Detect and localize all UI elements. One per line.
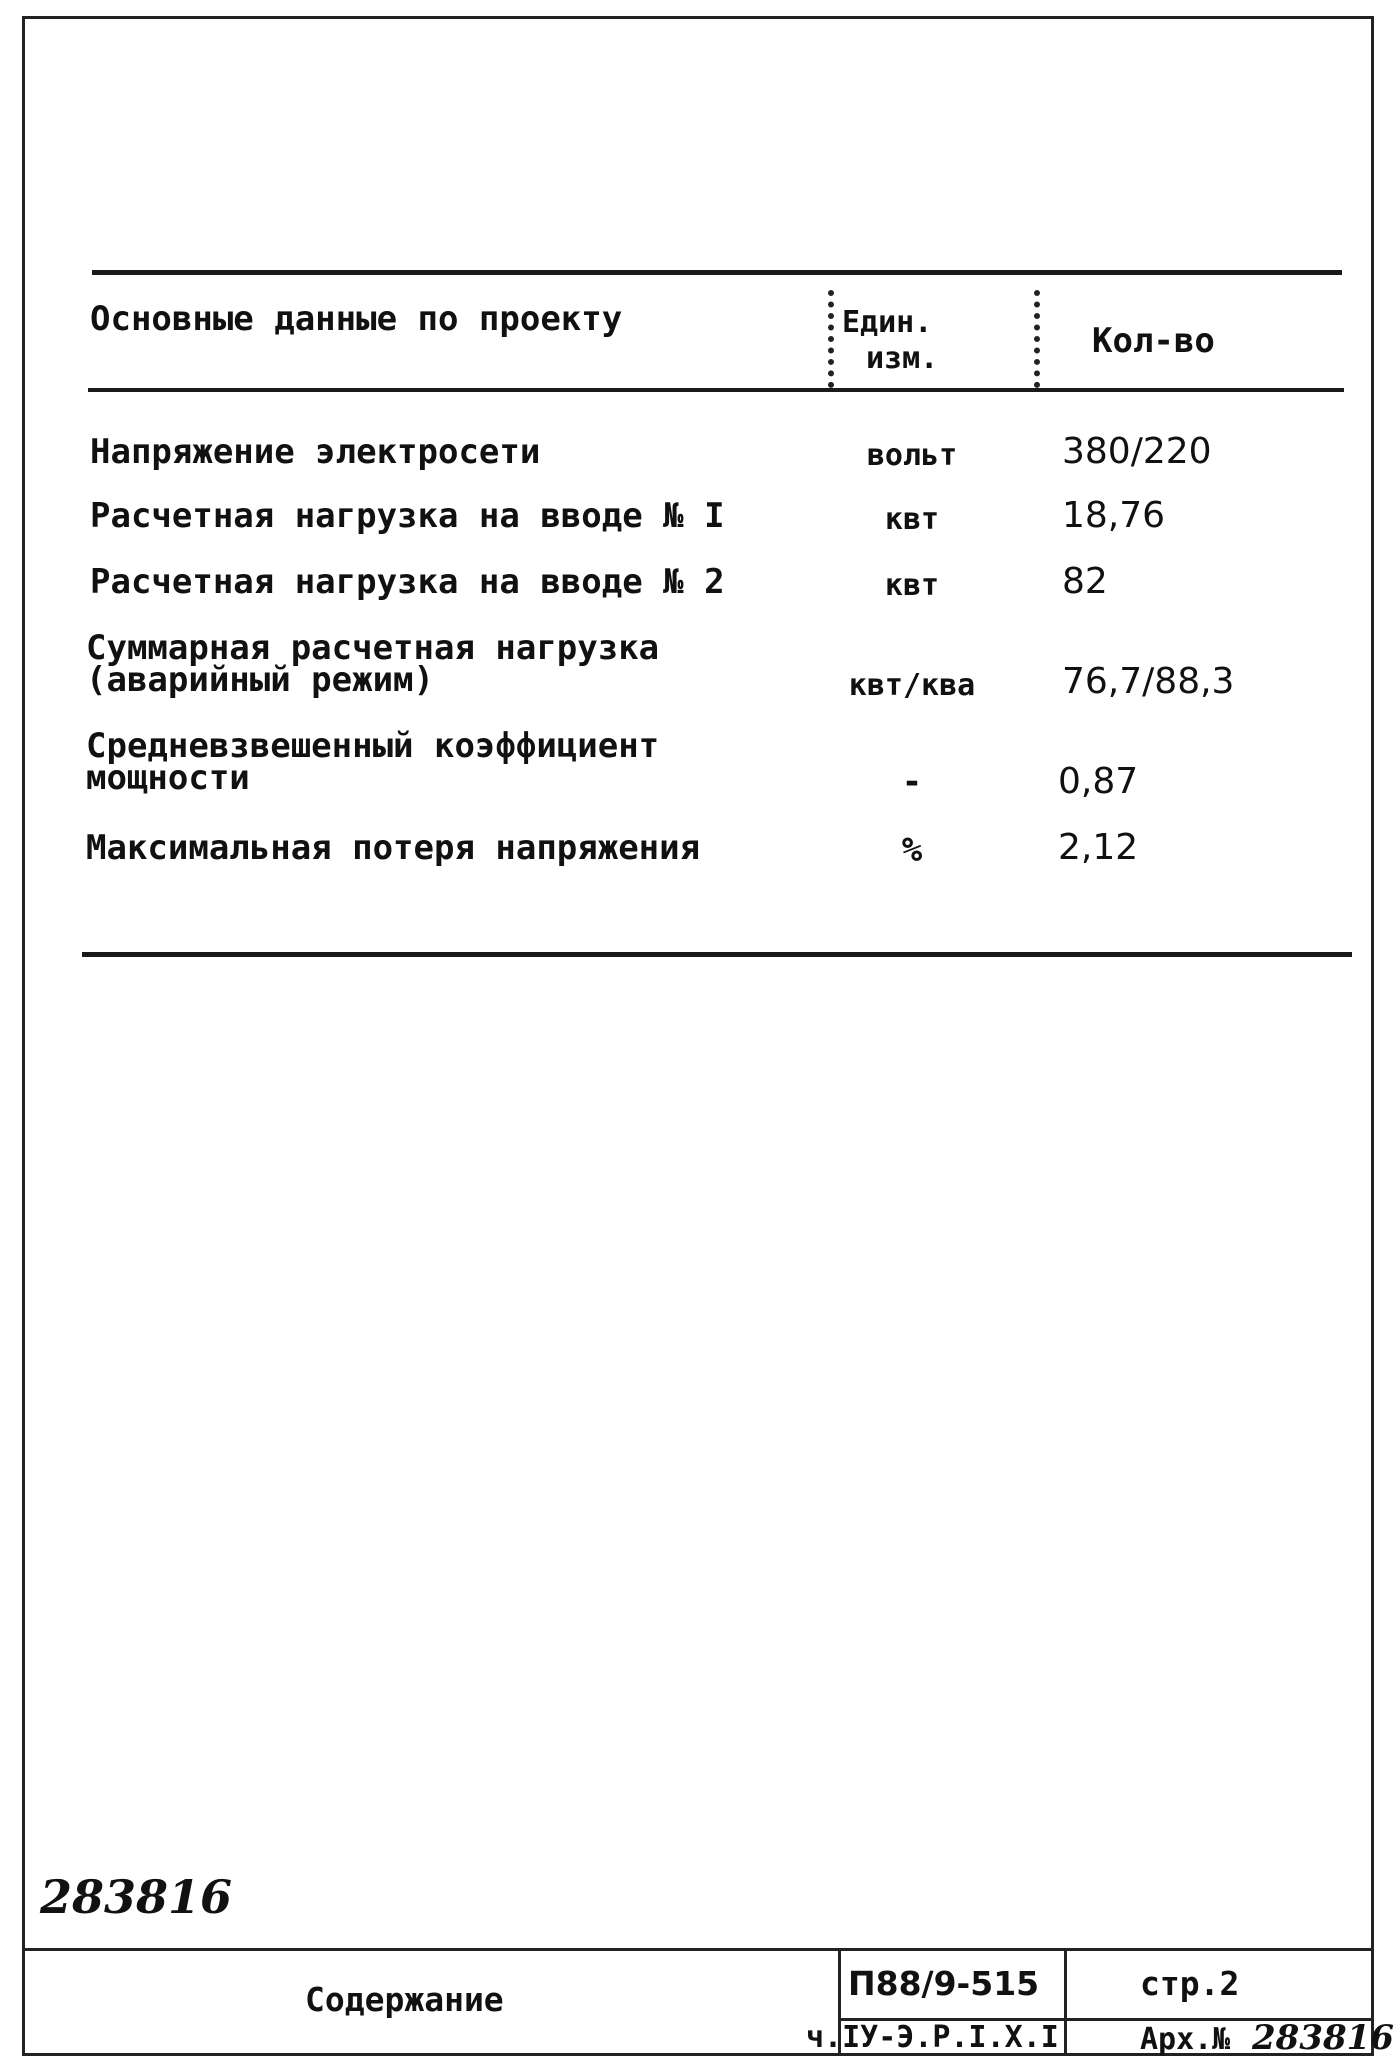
row-4-unit: квт/ква: [848, 668, 976, 703]
archive-signature: 283816: [40, 1870, 233, 1924]
row-6-value: 2,12: [1058, 827, 1139, 868]
title-block-doc-code: П88/9-515: [848, 1964, 1040, 2003]
header-qty: Кол-во: [1092, 321, 1215, 361]
table-bottom-rule: [82, 952, 1352, 957]
row-1-name: Напряжение электросети: [90, 432, 541, 472]
row-5-name-line2: мощности: [86, 758, 250, 798]
row-4-value: 76,7/88,3: [1062, 661, 1235, 702]
header-bottom-rule: [88, 388, 1344, 392]
header-unit-line1: Един.: [842, 305, 933, 340]
row-3-value: 82: [1062, 561, 1108, 602]
row-5-value: 0,87: [1058, 761, 1139, 802]
row-1-value: 380/220: [1062, 431, 1212, 472]
table-top-rule: [92, 270, 1342, 275]
header-unit-line2: изм.: [866, 341, 939, 376]
row-2-name: Расчетная нагрузка на вводе № I: [90, 496, 725, 536]
row-1-unit: вольт: [866, 438, 958, 473]
title-block-name: Содержание: [305, 1980, 504, 2019]
title-block-top-line: [22, 1948, 1374, 1951]
row-3-name: Расчетная нагрузка на вводе № 2: [90, 562, 725, 602]
header-divider-right: [1034, 290, 1040, 388]
row-5-unit: -: [901, 762, 923, 802]
row-2-unit: квт: [884, 502, 940, 537]
title-block-archive-label: Арх.№: [1140, 2022, 1231, 2057]
title-block-page: стр.2: [1140, 1964, 1240, 2003]
header-divider-left: [828, 290, 834, 388]
row-2-value: 18,76: [1062, 495, 1166, 536]
title-block-archive-number: 283816: [1252, 2018, 1394, 2058]
row-6-unit: %: [901, 830, 923, 870]
row-5-name-line1: Средневзвешенный коэффициент: [86, 726, 660, 766]
row-4-name-line2: (аварийный режим): [86, 660, 434, 700]
row-6-name: Максимальная потеря напряжения: [86, 828, 701, 868]
row-3-unit: квт: [884, 568, 940, 603]
header-title: Основные данные по проекту: [90, 299, 623, 339]
title-block-divider-2: [1064, 1948, 1067, 2056]
row-4-name-line1: Суммарная расчетная нагрузка: [86, 628, 660, 668]
title-block-part: ч.IУ-Э.Р.I.Х.I: [806, 2020, 1059, 2055]
